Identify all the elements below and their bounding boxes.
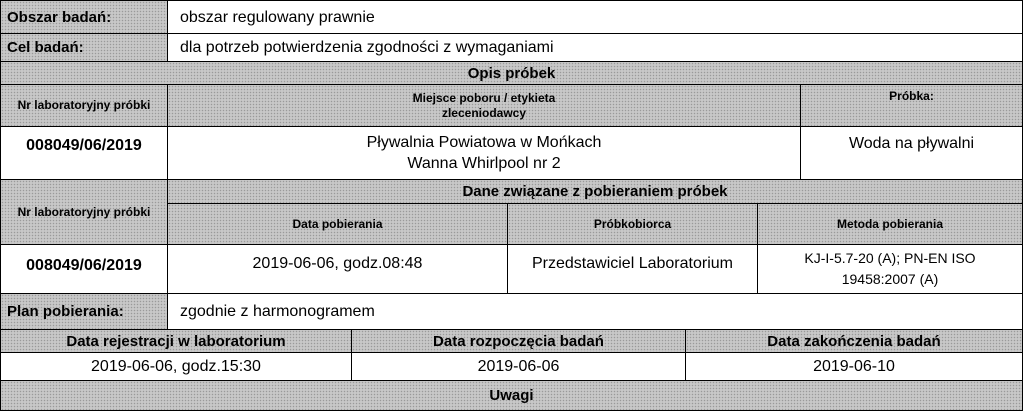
opis-col-miejsce-line2: zleceniodawcy [441,105,527,120]
opis-col-miejsce-line1: Miejsce poboru / etykieta [412,90,556,105]
pobieranie-data: 2019-06-06, godz.08:48 [167,244,508,294]
cel-label: Cel badań: [0,33,168,62]
pobieranie-title: Dane związane z pobieraniem próbek [167,179,1023,204]
uwagi-title: Uwagi [0,380,1023,411]
rozpoczecia-value: 2019-06-06 [351,352,686,381]
opis-col-miejsce [167,84,801,127]
rozpoczecia-label: Data rozpoczęcia badań [351,329,686,353]
zakonczenia-value: 2019-06-10 [685,352,1023,381]
rejestracji-value: 2019-06-06, godz.15:30 [0,352,352,381]
obszar-value: obszar regulowany prawnie [167,0,1023,34]
pobieranie-metoda-line2: 19458:2007 (A) [841,271,939,287]
pobieranie-col-probkobiorca: Próbkobiorca [507,203,758,245]
opis-col-probka: Próbka: [800,84,1023,127]
cel-value: dla potrzeb potwierdzenia zgodności z wymaganiami [167,33,1023,62]
opis-miejsce-line2: Wanna Whirlpool nr 2 [407,155,561,172]
opis-miejsce-line1: Pływalnia Powiatowa w Mońkach [366,134,602,151]
opis-probka: Woda na pływalni [800,126,1023,180]
plan-value: zgodnie z harmonogramem [167,293,1023,330]
plan-label: Plan pobierania: [0,293,168,330]
opis-title: Opis próbek [0,61,1023,85]
pobieranie-col-data: Data pobierania [167,203,508,245]
pobieranie-col-nr: Nr laboratoryjny próbki [0,179,168,245]
opis-col-nr: Nr laboratoryjny próbki [0,84,168,127]
pobieranie-probkobiorca: Przedstawiciel Laboratorium [507,244,758,294]
obszar-label: Obszar badań: [0,0,168,34]
opis-nr: 008049/06/2019 [0,126,168,180]
zakonczenia-label: Data zakończenia badań [685,329,1023,353]
rejestracji-label: Data rejestracji w laboratorium [0,329,352,353]
pobieranie-nr: 008049/06/2019 [0,244,168,294]
opis-miejsce [167,126,801,180]
pobieranie-metoda [757,244,1023,294]
pobieranie-metoda-line1: KJ-I-5.7-20 (A); PN-EN ISO [804,250,976,266]
pobieranie-col-metoda: Metoda pobierania [757,203,1023,245]
